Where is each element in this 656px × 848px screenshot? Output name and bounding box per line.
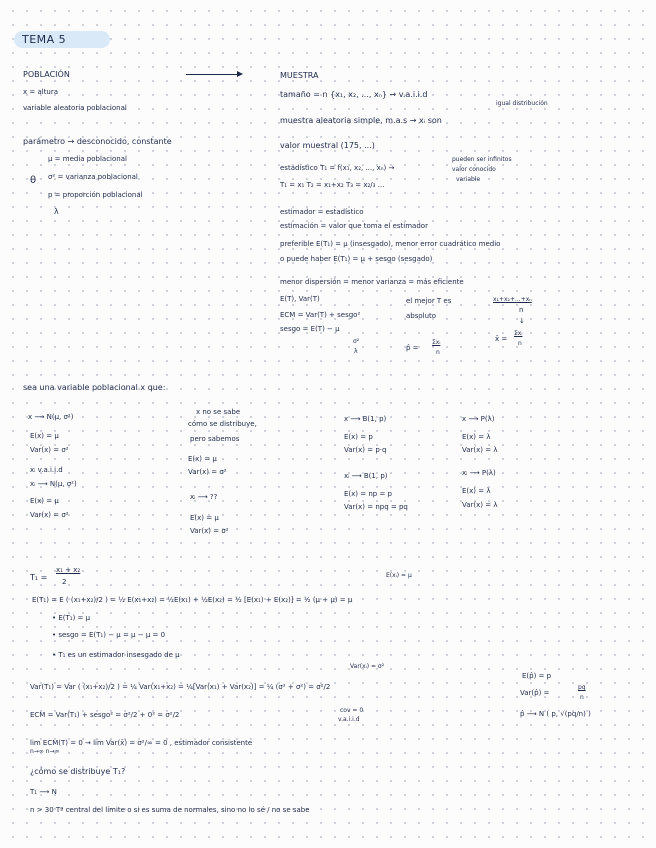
t1-bullet-insesgado: • T₁ es un estimador insesgado de μ <box>52 651 180 659</box>
arrow-head <box>237 71 243 77</box>
p-hat-distribution: p̂ ⟶ N ( p, √(pq/n) ) <box>520 710 591 718</box>
mejor-fraction-numerator: x₁+x₂+...+xₙ <box>493 296 532 303</box>
poisson-xi-mean: E(x) = λ <box>462 487 491 495</box>
muestra-heading: MUESTRA <box>280 71 319 80</box>
t1-limit-sub: n→∞ n→∞ <box>30 748 60 755</box>
et-vart: E(T), Var(T) <box>280 295 320 303</box>
valor-muestral: valor muestral (175, ...) <box>280 141 375 150</box>
mas-line: muestra aleatoria simple, m.a.s → xᵢ son <box>280 116 442 125</box>
t1-normal: T₁ ⟶ N <box>30 788 57 796</box>
p-hat-label: p̂ = <box>406 344 419 352</box>
normal-mean: E(x) = μ <box>30 432 59 440</box>
unknown-line2: cómo se distribuye, <box>188 420 257 428</box>
poisson-xi-var: Var(x) = λ <box>462 501 498 509</box>
poisson-var: Var(x) = λ <box>462 446 498 454</box>
sesgo-sigma: σ² <box>353 338 360 345</box>
var-p-hat-numerator: pq <box>578 684 586 691</box>
tcl-note: n > 30 Tª central del límite o si es suma de normales, sino no lo sé / no se sabe <box>30 806 310 814</box>
normal-iid: xᵢ v.a.i.i.d <box>30 466 63 474</box>
t1-bullet-sesgo: • sesgo = E(T₁) − μ = μ − μ = 0 <box>52 631 166 639</box>
mu-definition: μ = media poblacional <box>48 155 127 163</box>
cov-note: cov = 0 <box>340 707 364 714</box>
x-bar-label: x̄ = <box>495 335 508 343</box>
normal-xi-var: Var(x) = σ² <box>30 511 69 519</box>
page-title: TEMA 5 <box>22 33 67 46</box>
unknown-line3: pero sabemos <box>190 435 240 443</box>
variable-note: variable <box>456 176 481 183</box>
sigma-definition: σ² = varianza poblacional <box>48 173 138 181</box>
t1-expectation: E(T₁) = E ( (x₁+x₂)/2 ) = ½ E(x₁+x₂) = ½E(x₁) + ½E(x₂) = ½ [E(x₁) + E(x₂)] = ½ (μ + μ) = μ <box>32 596 353 604</box>
estimacion-def: estimación = valor que toma el estimador <box>280 222 428 230</box>
x-altura: x = altura <box>23 88 59 96</box>
var-xi-note: Var(xᵢ) = σ² <box>350 663 385 670</box>
unknown-xi-mean: E(x) = μ <box>190 514 219 522</box>
bernoulli-xi-mean: E(x) = np = p <box>344 490 392 498</box>
bernoulli-dist: x ⟶ B(1, p) <box>344 415 387 423</box>
var-p-hat-denominator: n <box>580 694 584 701</box>
bernoulli-xi-var: Var(x) = npq = pq <box>344 503 408 511</box>
t1-denominator: 2 <box>62 578 67 586</box>
pueden-ser-infinitos: pueden ser infinitos <box>452 156 512 163</box>
p-hat-denominator: n <box>436 349 440 356</box>
sesgo-lambda: λ <box>354 348 358 355</box>
bernoulli-var: Var(x) = p·q <box>344 446 387 454</box>
x-bar-denominator: n <box>518 340 522 347</box>
var-p-hat: Var(p̂) = <box>520 689 550 697</box>
normal-var: Var(x) = σ² <box>30 446 69 454</box>
como-se-distribuye: ¿cómo se distribuye T₁? <box>30 767 126 776</box>
unknown-mean: E(x) = μ <box>188 455 217 463</box>
tamano-line: tamaño = n {x₁, x₂, ..., xₙ} → v.a.i.i.d <box>280 90 428 99</box>
exi-note: E(xᵢ) = μ <box>386 572 412 579</box>
sesgo-definition: sesgo = E(T) − μ <box>280 325 340 333</box>
menor-dispersion: menor dispersión = menor varianza = más eficiente <box>280 278 464 286</box>
normal-xi-dist: xᵢ ⟶ N(μ, σ²) <box>30 480 77 488</box>
puede-haber-line: o puede haber E(T₁) = μ + sesgo (sesgado) <box>280 255 433 263</box>
estadistico-line: estadístico T₁ = f(x₁, x₂, ..., xₙ) → <box>280 164 395 172</box>
normal-dist: x ⟶ N(μ, σ²) <box>28 413 74 421</box>
theta-symbol: θ <box>30 175 37 186</box>
poisson-xi-dist: xᵢ ⟶ P(λ) <box>462 469 496 477</box>
arrow-line <box>186 74 238 75</box>
absoluto-note: absoluto <box>406 312 437 320</box>
unknown-xi: xᵢ ⟶ ?? <box>190 493 218 501</box>
t1-ecm: ECM = Var(T₁) + sesgo² = σ²/2 + 0² = σ²/2 <box>30 711 180 719</box>
sea-variable: sea una variable poblacional x que: <box>23 383 166 392</box>
igual-distribucion: igual distribución <box>496 100 548 107</box>
t1-variance: Var(T₁) = Var ( (x₁+x₂)/2 ) = ¼ Var(x₁+x₂) = ¼[Var(x₁) + Var(x₂)] = ¼ (σ² + σ²) = σ²/2 <box>30 683 331 691</box>
ejemplos-estadisticos: T₁ = x₁ T₂ = x₁+x₂ T₃ = x₂/₃ ... <box>280 181 385 189</box>
valor-conocido: valor conocido <box>452 166 496 173</box>
p-hat-numerator: Σxᵢ <box>432 339 441 346</box>
p-definition: p = proporción poblacional <box>48 191 143 199</box>
mejor-fraction-denominator: n <box>519 306 524 314</box>
arrow-down: ↓ <box>519 317 525 325</box>
estimador-def: estimador = estadístico <box>280 208 364 216</box>
t1-bullet-mean: • E(T₁) = μ <box>52 614 91 622</box>
poblacion-heading: POBLACIÓN <box>23 70 70 79</box>
preferible-line: preferible E(T₁) = μ (insesgado), menor error cuadrático medio <box>280 240 501 248</box>
poisson-dist: x ⟶ P(λ) <box>462 415 495 423</box>
cov-iid-note: v.a.i.i.d <box>338 716 360 723</box>
e-p-hat: E(p̂) = p <box>522 672 552 680</box>
t1-numerator: x₁ + x₂ <box>56 566 81 574</box>
x-bar-numerator: Σxᵢ <box>514 330 523 337</box>
poisson-mean: E(x) = λ <box>462 433 491 441</box>
bernoulli-xi-dist: xᵢ ⟶ B(1, p) <box>344 472 388 480</box>
unknown-var: Var(x) = σ² <box>188 468 227 476</box>
lambda-symbol: λ <box>54 207 59 216</box>
unknown-line1: x no se sabe <box>196 408 241 416</box>
parametro-line: parámetro → desconocido, constante <box>23 137 172 146</box>
unknown-xi-var: Var(x) = σ² <box>190 527 229 535</box>
ecm-definition: ECM = Var(T) + sesgo² <box>280 311 361 319</box>
t1-limit: lim ECM(T) = 0 → lim Var(x̄) = σ²/∞ = 0 , estimador consistente <box>30 739 253 747</box>
normal-xi-mean: E(x) = μ <box>30 497 59 505</box>
variable-aleatoria: variable aleatoria poblacional <box>23 104 127 112</box>
t1-def: T₁ = <box>30 573 48 582</box>
bernoulli-mean: E(x) = p <box>344 433 373 441</box>
el-mejor-t: el mejor T es <box>406 297 452 305</box>
